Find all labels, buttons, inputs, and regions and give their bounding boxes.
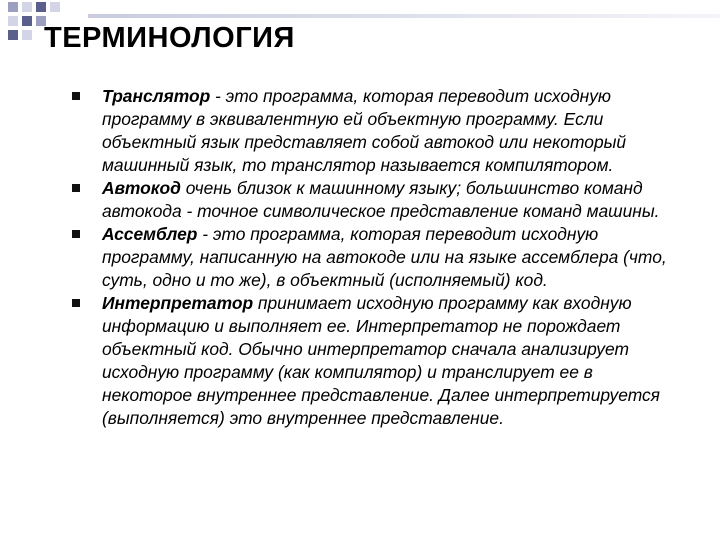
item-description: - это программа, которая переводит исходную программу в эквивалентную ей объектную программу. Если объектный язык представляет собой автокод или некоторый машинный язык, то транслятор называется компилятором.	[102, 86, 627, 175]
item-term: Интерпретатор	[102, 293, 254, 313]
deco-square	[36, 2, 46, 12]
item-text	[102, 292, 680, 430]
slide-title: ТЕРМИНОЛОГИЯ	[44, 22, 295, 54]
term-list	[60, 85, 680, 430]
item-description: принимает исходную программу как входную информацию и выполняет ее. Интерпретатор не порождает объектный код. Обычно интерпретатор сначала анализирует исходную программу (как компилятор) и транслирует ее в некоторое внутреннее представление. Далее интерпретируется (выполняется) это внутреннее представление.	[102, 293, 660, 428]
title-rule	[88, 14, 720, 18]
deco-square	[22, 16, 32, 26]
deco-square	[8, 2, 18, 12]
square-bullet-icon	[72, 184, 80, 192]
item-description: очень близок к машинному языку; большинство команд автокода - точное символическое представление команд машины.	[102, 178, 660, 221]
item-text	[102, 85, 680, 177]
list-item	[60, 292, 680, 430]
item-text	[102, 223, 680, 292]
deco-square	[8, 30, 18, 40]
square-bullet-icon	[72, 299, 80, 307]
square-bullet-icon	[72, 92, 80, 100]
item-term: Автокод	[102, 178, 181, 198]
deco-square	[50, 2, 60, 12]
deco-square	[22, 30, 32, 40]
item-description: - это программа, которая переводит исходную программу, написанную на автокоде или на языке ассемблера (что, суть, одно и то же), в объектный (исполняемый) код.	[102, 224, 667, 290]
list-item	[60, 223, 680, 292]
item-text	[102, 177, 680, 223]
item-term: Ассемблер	[102, 224, 198, 244]
list-item	[60, 177, 680, 223]
deco-square	[22, 2, 32, 12]
square-bullet-icon	[72, 230, 80, 238]
item-term: Транслятор	[102, 86, 211, 106]
deco-square	[8, 16, 18, 26]
list-item	[60, 85, 680, 177]
